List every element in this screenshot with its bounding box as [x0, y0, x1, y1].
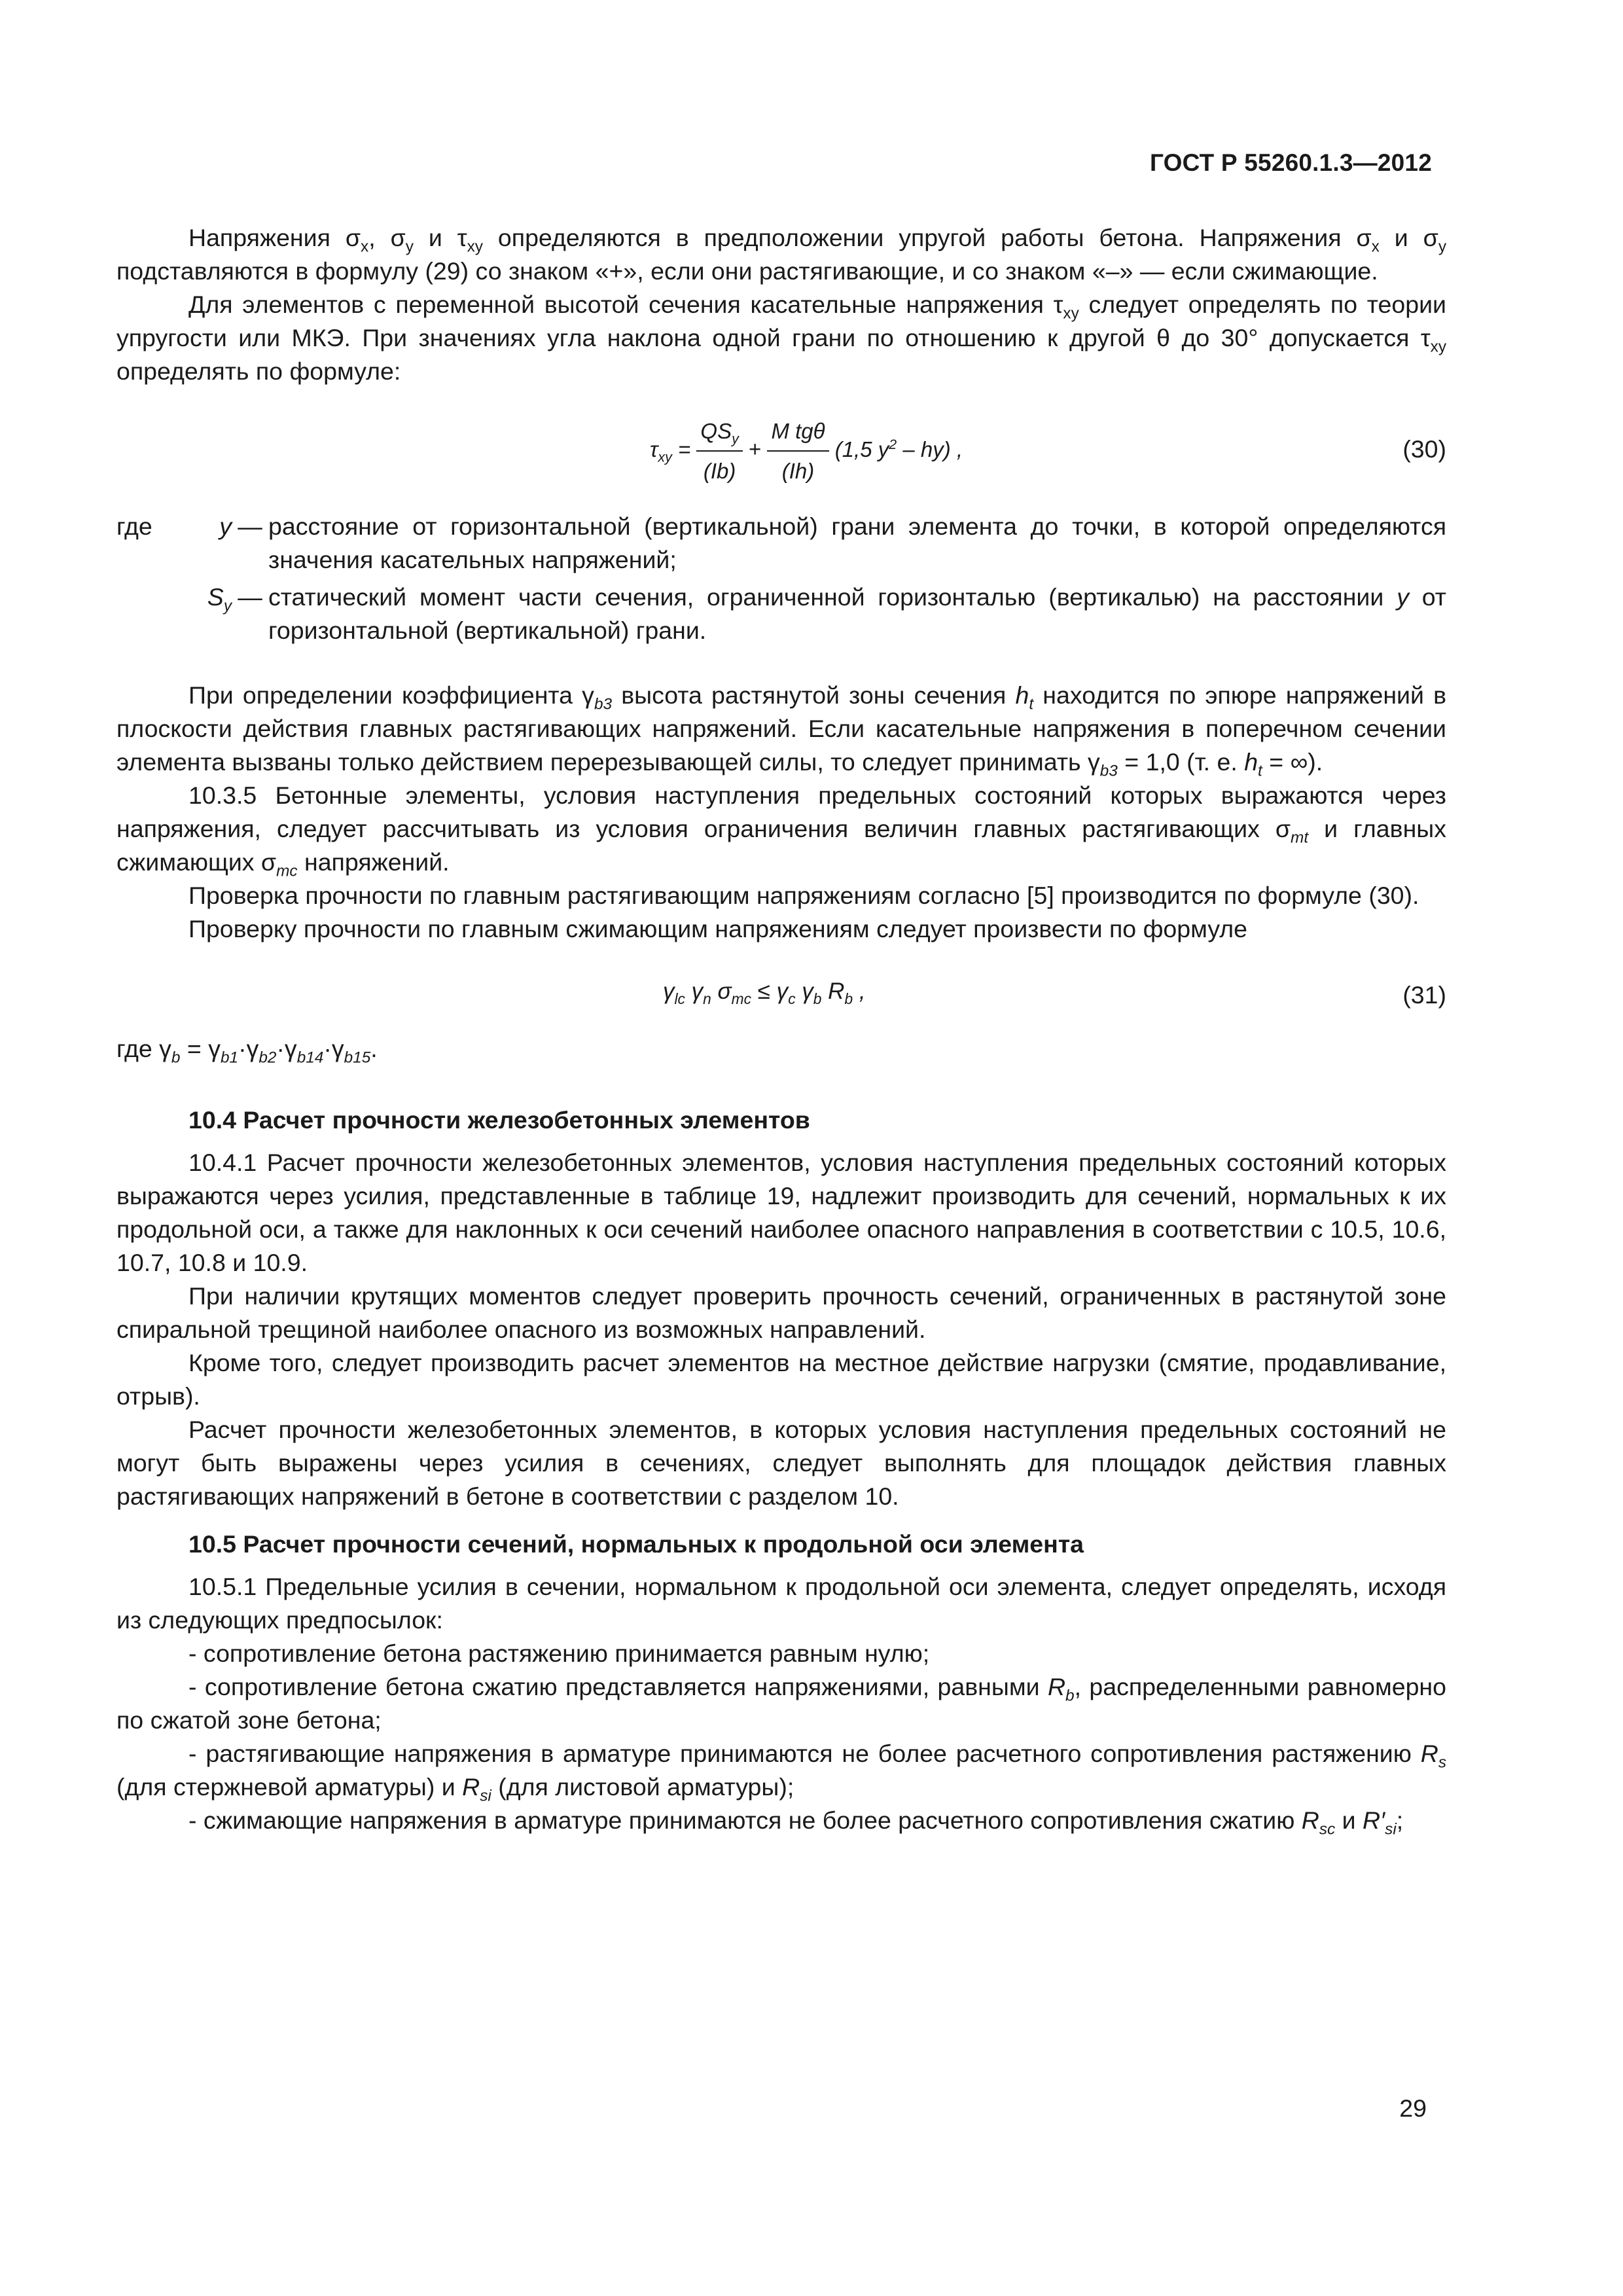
formula-lhs: $\tau_{xy}$ = — [650, 437, 691, 465]
definition-text: статический момент части сечения, ограниченной горизонталью (вертикалью) на расстоянии y от горизонтальной (вертикальной) грани. — [268, 583, 1446, 644]
definition-text: расстояние от горизонтальной (вертикальной) грани элемента до точки, в которой определяются значения касательных напряжений; — [268, 512, 1446, 573]
paragraph: где $\gamma_b = \gamma_{b1}\cdot\gamma_{b2}\cdot\gamma_{b14}\cdot\gamma_{b15}$. — [116, 1035, 378, 1067]
fraction: $\frac{QS_y}{(Ib)}$ — [696, 414, 742, 488]
formula-30: $\tau_{xy}$ = $\frac{QS_y}{(Ib)}$ + $\frac{\text{M tgθ}}{(Ih)}$ (1,5 $y^2 - hy$) , (30) — [116, 414, 1446, 486]
list-item: - растягивающие напряжения в арматуре принимаются не более расчетного сопротивления растяжению $R_s$ (для стержневой арматуры) и $R_{si}$ (для листовой арматуры); — [116, 1740, 1446, 1805]
formula-31 — [116, 960, 1446, 1023]
formula-number: (31) — [1402, 981, 1446, 1009]
paragraph: Для элементов с переменной высотой сечения касательные напряжения $\tau_{xy}$ следует определять по теории упругости или МКЭ. При значениях угла наклона одной грани по отношению к другой θ до 30° допускается $\tau_{xy}$ определять по формуле: — [116, 291, 1446, 385]
paragraph: 10.5.1 Предельные усилия в сечении, нормальном к продольной оси элемента, следует определять, исходя из следующих предпосылок: — [116, 1573, 1446, 1634]
paragraph: При наличии крутящих моментов следует проверить прочность сечений, ограниченных в растянутой зоне спиральной трещиной наиболее опасного из возможных направлений. — [116, 1282, 1446, 1343]
paragraph: Проверка прочности по главным растягивающим напряжениям согласно [5] производится по формуле (30). — [188, 882, 1419, 909]
list-item: - сжимающие напряжения в арматуре принимаются не более расчетного сопротивления сжатию $R_{sc}$ и $R'_{si}$; — [188, 1806, 1404, 1839]
page-content — [116, 221, 1446, 1837]
paragraph: 10.3.5 Бетонные элементы, условия наступления предельных состояний которых выражаются через напряжения, следует рассчитывать из условия ограничения величин главных растягивающих $\sigma_{mt}$ и главных сжимающих $\sigma_{mc}$ напряжений. — [116, 781, 1447, 880]
formula-number: (30) — [1402, 435, 1446, 463]
definition-symbol: $S_y$ — [207, 583, 232, 615]
paragraph: Расчет прочности железобетонных элементов, в которых условия наступления предельных состояний не могут быть выражены через усилия в сечениях, следует выполнять для площадок действия главных растягивающих напряжений в бетоне в соответствии с разделом 10. — [116, 1416, 1446, 1510]
list-item: - сопротивление бетона растяжению принимается равным нулю; — [188, 1640, 930, 1667]
section-heading-10-4: 10.4 Расчет прочности железобетонных элементов — [188, 1106, 810, 1134]
definition-item: $S_y$ — статический момент части сечения, ограниченной горизонталью (вертикалью) на расстоянии y от горизонтальной (вертикальной) грани. — [116, 581, 1446, 647]
definition-symbol: y — [219, 512, 232, 540]
paragraph: Напряжения $\sigma_x$, $\sigma_y$ и $\tau_{xy}$ определяются в предположении упругой работы бетона. Напряжения $\sigma_x$ и $\sigma_y$ подставляются в формулу (29) со знаком «+», если они растягивающие, и со знаком «–» — если сжимающие. — [116, 224, 1447, 285]
paragraph: 10.4.1 Расчет прочности железобетонных элементов, условия наступления предельных состояний которых выражаются через усилия, представленные в таблице 19, надлежит производить для сечений, нормальных к их продольной оси, а также для наклонных к оси сечений наиболее опасного направления в соответствии с 10.5, 10.6, 10.7, 10.8 и 10.9. — [116, 1149, 1446, 1276]
page-number: 29 — [1399, 2094, 1427, 2122]
paragraph: Проверку прочности по главным сжимающим напряжениям следует произвести по формуле — [188, 915, 1247, 942]
fraction: $\frac{\text{M tgθ}}{(Ih)}$ — [767, 414, 829, 488]
definitions-list — [116, 510, 1446, 647]
definition-item: где y — расстояние от горизонтальной (вертикальной) грани элемента до точки, в которой определяются значения касательных напряжений; — [116, 510, 1446, 577]
section-heading-10-5: 10.5 Расчет прочности сечений, нормальных к продольной оси элемента — [188, 1530, 1084, 1558]
where-label: где — [116, 512, 152, 540]
document-code: ГОСТ Р 55260.1.3—2012 — [1149, 149, 1432, 176]
formula-expression: $\gamma_{lc}$ $\gamma_n$ $\sigma_{mc} \le \gamma_c$ $\gamma_b$ $R_b$ , — [663, 978, 866, 1007]
paragraph: При определении коэффициента $\gamma_{b3}$ высота растянутой зоны сечения $h_t$ находится по эпюре напряжений в плоскости действия главных растягивающих напряжений. Если касательные напряжения в поперечном сечении элемента вызваны только действием перерезывающей силы, то следует принимать $\gamma_{b3} = 1,0$ (т. е. $h_t$ = ∞). — [116, 681, 1447, 780]
list-item: - сопротивление бетона сжатию представляется напряжениями, равными $R_b$, распределенными равномерно по сжатой зоне бетона; — [116, 1673, 1446, 1734]
paragraph: Кроме того, следует производить расчет элементов на местное действие нагрузки (смятие, продавливание, отрыв). — [116, 1349, 1446, 1410]
